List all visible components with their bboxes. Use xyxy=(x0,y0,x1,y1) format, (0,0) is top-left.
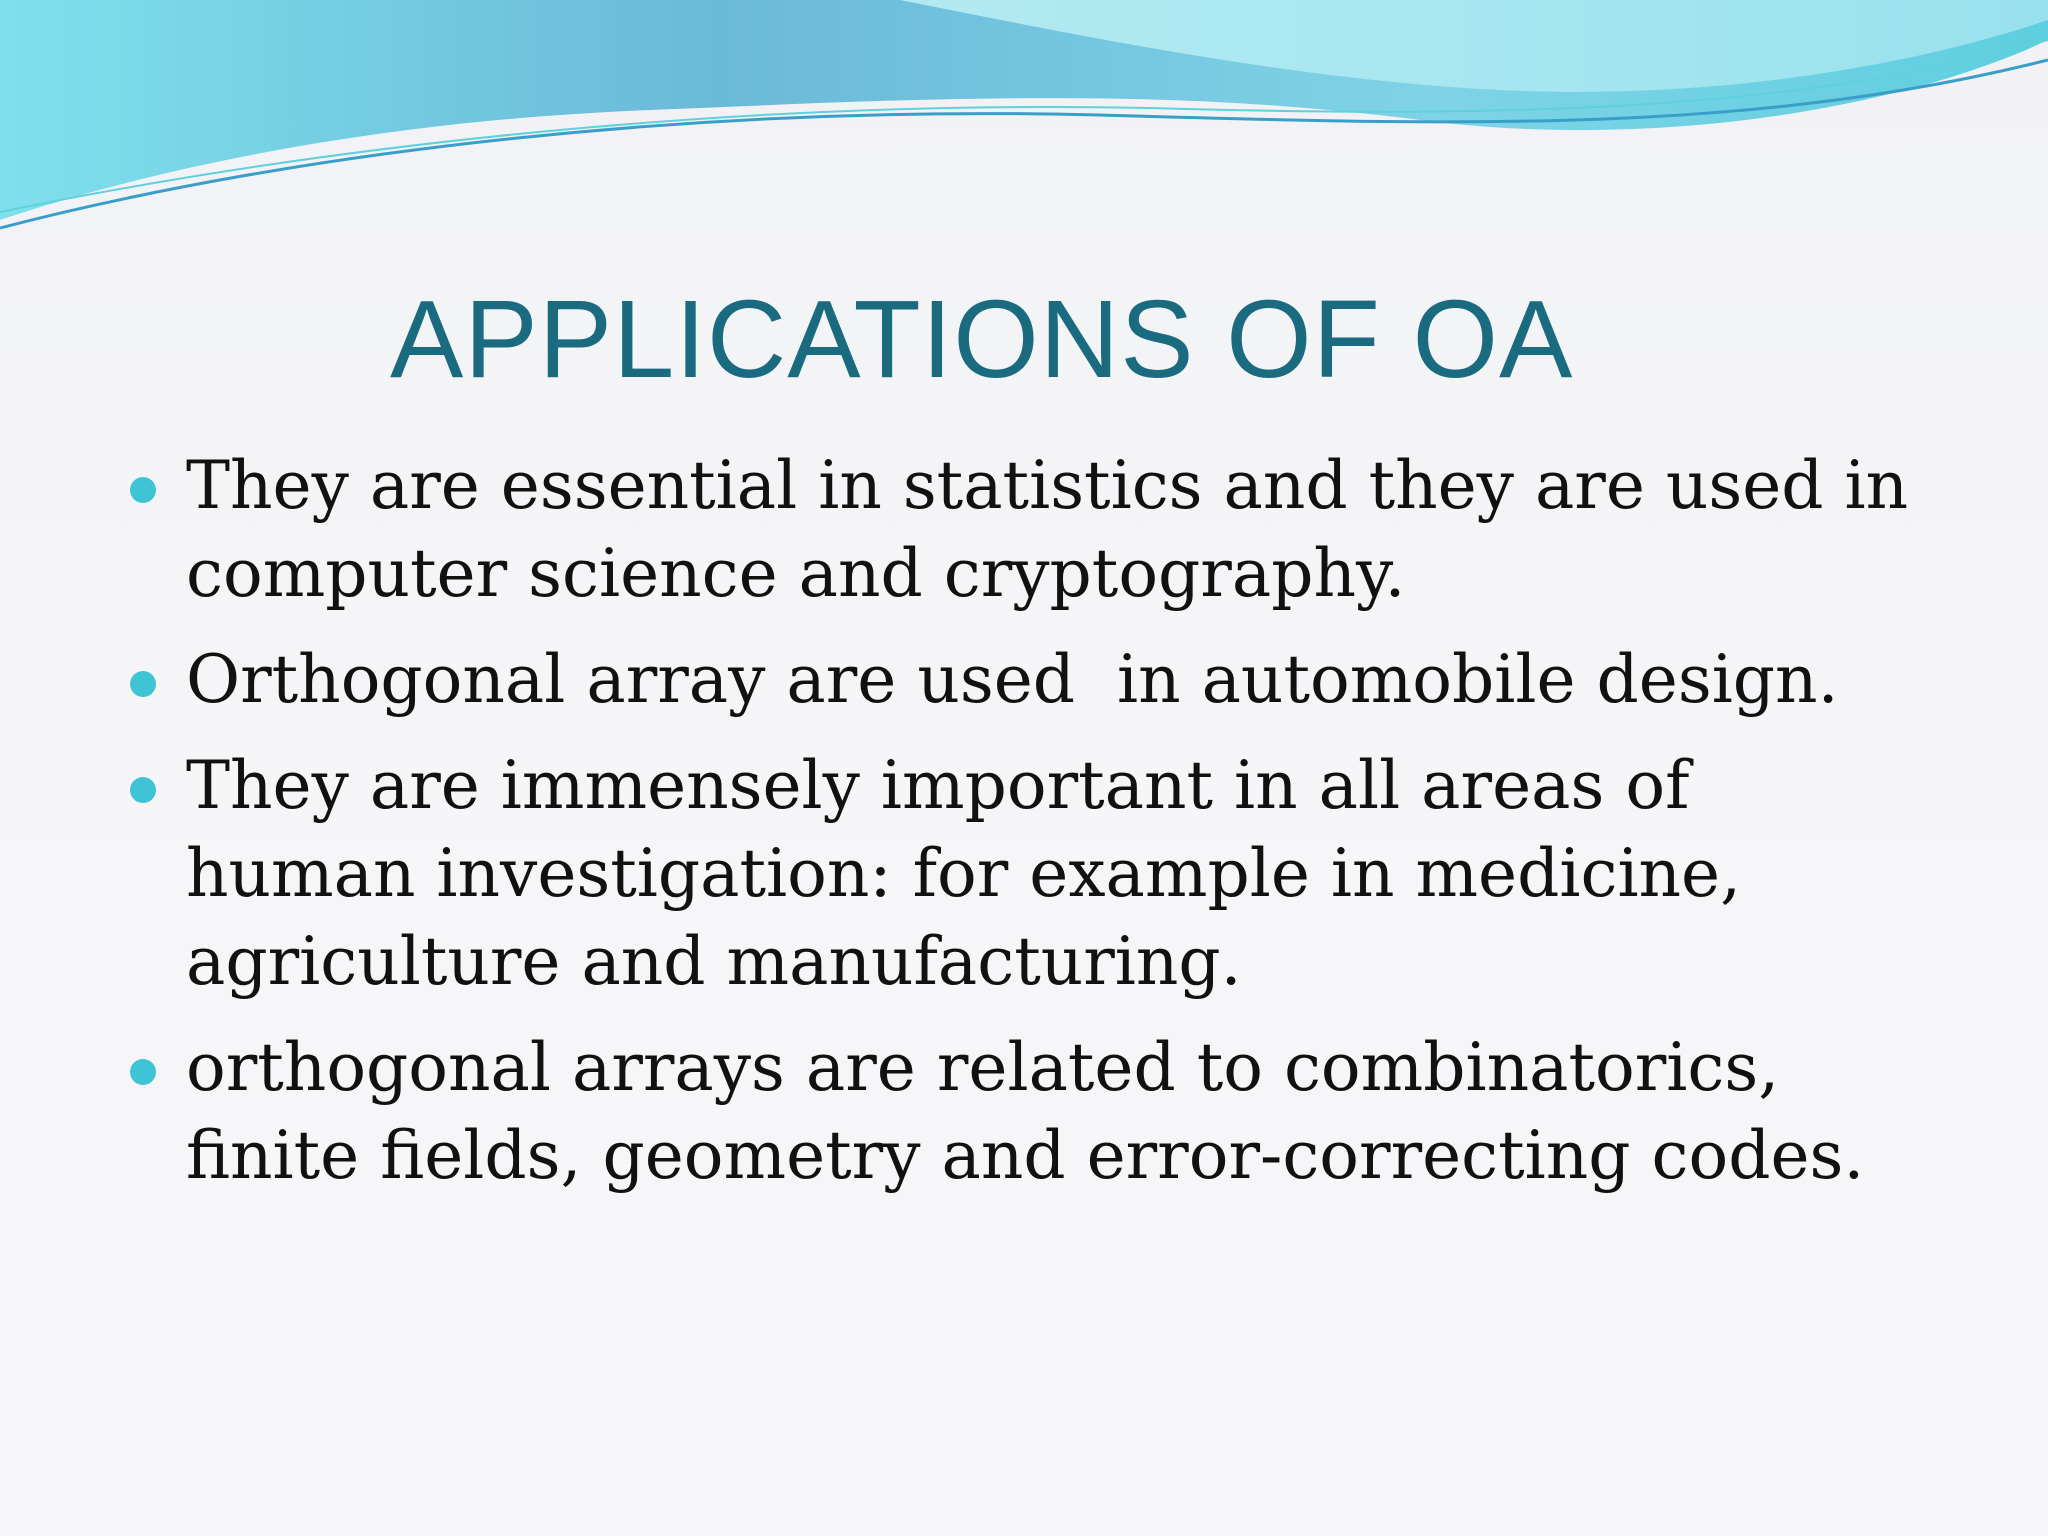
header-wave-decoration xyxy=(0,0,2048,260)
bullet-text: Orthogonal array are used in automobile design. xyxy=(186,641,1839,718)
bullet-dot-icon xyxy=(130,777,156,803)
bullet-text: They are essential in statistics and they are used in computer science and cryptography. xyxy=(186,447,1909,612)
bullet-text: orthogonal arrays are related to combinatorics, finite fields, geometry and error-correcting codes. xyxy=(186,1029,1865,1194)
bullet-item xyxy=(130,442,1930,618)
bullet-list xyxy=(130,442,1930,1218)
bullet-dot-icon xyxy=(130,1059,156,1085)
bullet-dot-icon xyxy=(130,477,156,503)
bullet-item xyxy=(130,742,1930,1006)
bullet-item xyxy=(130,636,1930,724)
slide-title: APPLICATIONS OF OA xyxy=(390,278,1574,401)
bullet-dot-icon xyxy=(130,671,156,697)
bullet-item xyxy=(130,1024,1930,1200)
bullet-text: They are immensely important in all areas of human investigation: for example in medicine, agriculture and manufacturing. xyxy=(186,747,1742,1000)
